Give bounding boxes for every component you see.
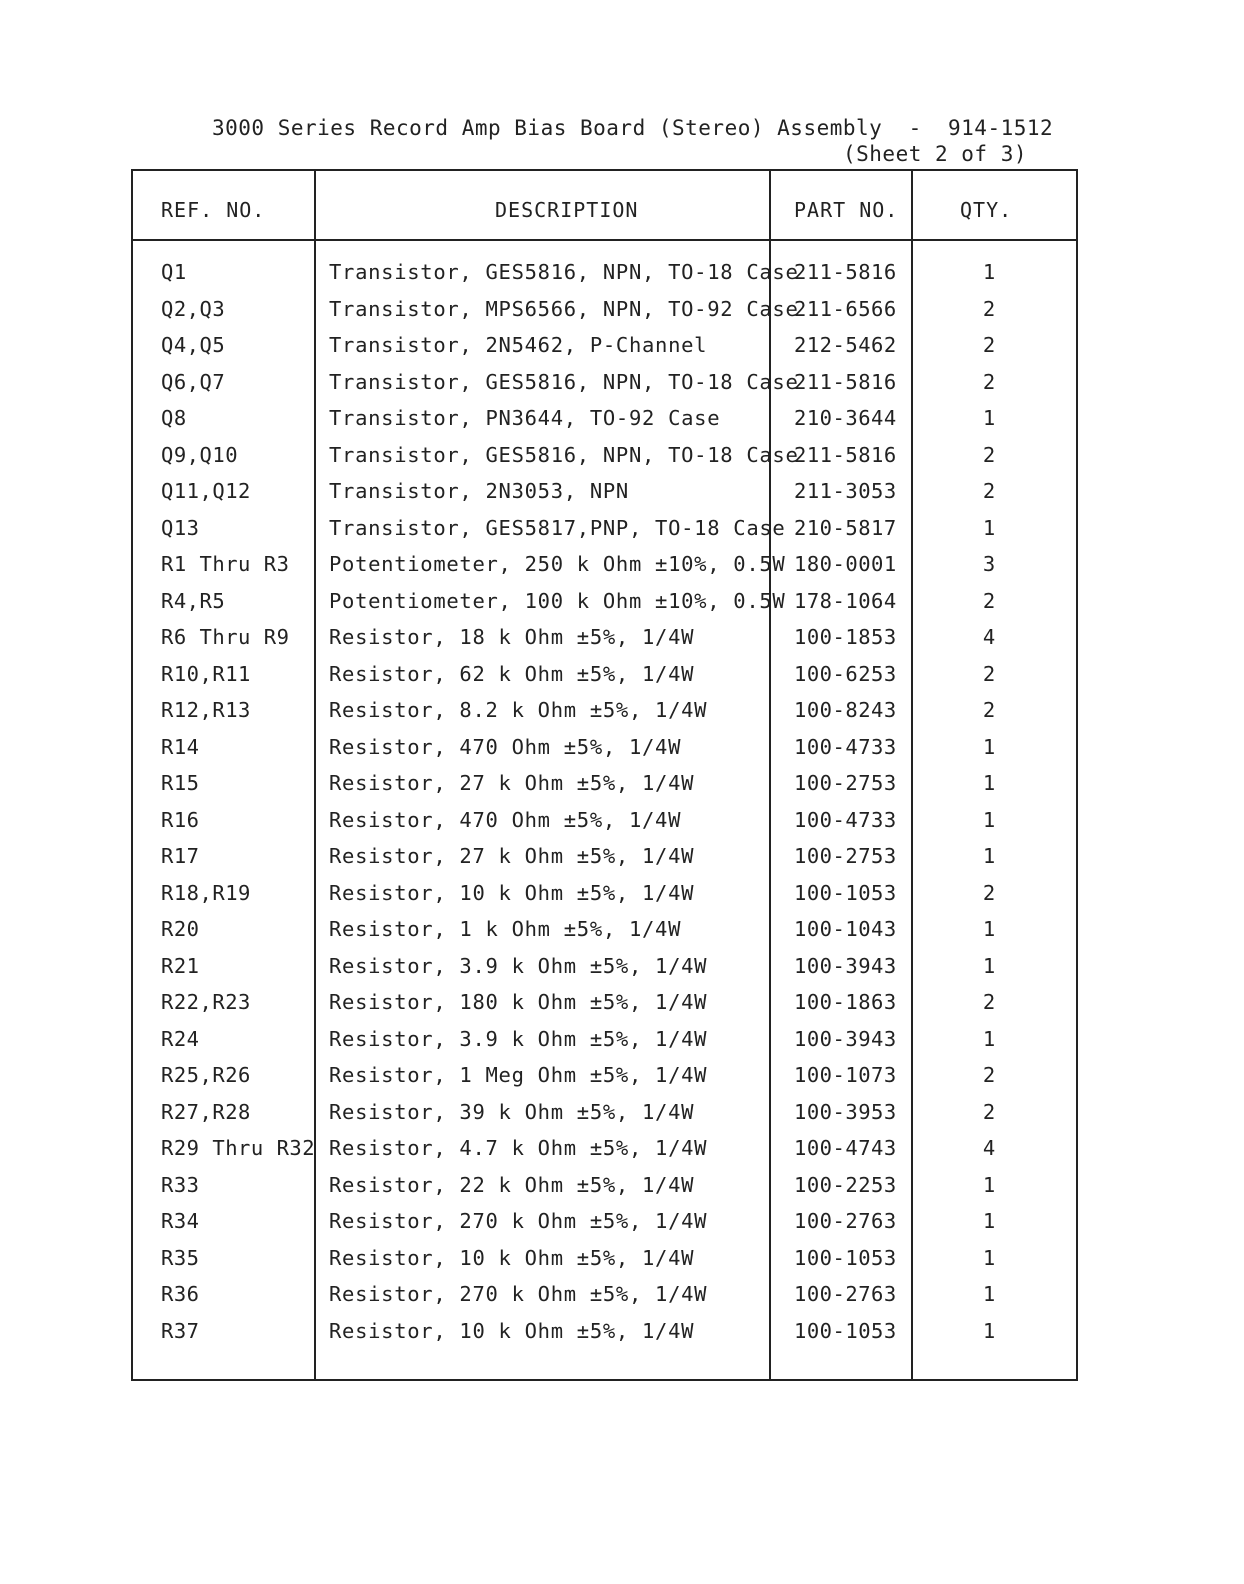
table-row bbox=[133, 915, 1076, 952]
table-row bbox=[133, 550, 1076, 587]
ref-no-cell: R12,R13 bbox=[161, 698, 251, 722]
qty-cell: 1 bbox=[982, 953, 996, 978]
qty-cell: 4 bbox=[982, 1136, 996, 1160]
part-no-cell: 100-1053 bbox=[794, 1245, 897, 1270]
part-no-cell: 100-1853 bbox=[794, 625, 897, 649]
part-no-cell: 210-3644 bbox=[794, 406, 897, 430]
table-row bbox=[133, 404, 1076, 441]
ref-no-cell: R22,R23 bbox=[161, 990, 251, 1014]
header-divider bbox=[133, 239, 1076, 241]
ref-no-cell: R1 Thru R3 bbox=[161, 552, 290, 576]
header-qty: QTY. bbox=[960, 198, 1013, 222]
ref-no-cell: R20 bbox=[161, 917, 200, 941]
ref-no-cell: R34 bbox=[161, 1209, 200, 1233]
description-cell: Transistor, 2N3053, NPN bbox=[329, 479, 629, 503]
description-cell: Potentiometer, 100 k Ohm ±10%, 0.5W bbox=[329, 588, 786, 613]
description-cell: Resistor, 1 k Ohm ±5%, 1/4W bbox=[329, 917, 682, 941]
qty-cell: 1 bbox=[982, 1245, 996, 1270]
header-ref-no: REF. NO. bbox=[161, 198, 266, 222]
table-row bbox=[133, 1134, 1076, 1171]
part-no-cell: 100-1053 bbox=[794, 880, 897, 905]
qty-cell: 1 bbox=[982, 1282, 996, 1306]
table-row bbox=[133, 1061, 1076, 1098]
qty-cell: 2 bbox=[982, 880, 996, 905]
ref-no-cell: R21 bbox=[161, 953, 200, 978]
qty-cell: 1 bbox=[982, 1172, 996, 1197]
table-row bbox=[133, 1098, 1076, 1135]
ref-no-cell: R6 Thru R9 bbox=[161, 625, 290, 649]
description-cell: Resistor, 27 k Ohm ±5%, 1/4W bbox=[329, 771, 695, 795]
document-title: 3000 Series Record Amp Bias Board (Stereo) Assembly - 914-1512 bbox=[212, 116, 1054, 140]
ref-no-cell: Q13 bbox=[161, 515, 200, 540]
qty-cell: 2 bbox=[982, 333, 996, 357]
table-body bbox=[133, 258, 1076, 1353]
part-no-cell: 211-5816 bbox=[794, 442, 897, 467]
ref-no-cell: R29 Thru R32 bbox=[161, 1136, 316, 1160]
description-cell: Resistor, 3.9 k Ohm ±5%, 1/4W bbox=[329, 1026, 708, 1051]
part-no-cell: 100-6253 bbox=[794, 661, 897, 686]
qty-cell: 1 bbox=[982, 1209, 996, 1233]
table-row bbox=[133, 988, 1076, 1025]
table-row bbox=[133, 769, 1076, 806]
description-cell: Resistor, 180 k Ohm ±5%, 1/4W bbox=[329, 990, 708, 1014]
ref-no-cell: Q9,Q10 bbox=[161, 442, 239, 467]
table-row bbox=[133, 477, 1076, 514]
ref-no-cell: Q2,Q3 bbox=[161, 296, 226, 321]
header-part-no: PART NO. bbox=[794, 198, 899, 222]
ref-no-cell: R18,R19 bbox=[161, 880, 251, 905]
qty-cell: 2 bbox=[982, 588, 996, 613]
table-row bbox=[133, 514, 1076, 551]
qty-cell: 1 bbox=[982, 734, 996, 759]
part-no-cell: 100-2763 bbox=[794, 1209, 897, 1233]
ref-no-cell: Q4,Q5 bbox=[161, 333, 226, 357]
qty-cell: 2 bbox=[982, 990, 996, 1014]
part-no-cell: 180-0001 bbox=[794, 552, 897, 576]
description-cell: Resistor, 22 k Ohm ±5%, 1/4W bbox=[329, 1172, 695, 1197]
description-cell: Resistor, 270 k Ohm ±5%, 1/4W bbox=[329, 1209, 708, 1233]
description-cell: Resistor, 1 Meg Ohm ±5%, 1/4W bbox=[329, 1063, 708, 1087]
parts-table bbox=[131, 169, 1078, 1381]
ref-no-cell: Q11,Q12 bbox=[161, 479, 251, 503]
part-no-cell: 100-8243 bbox=[794, 698, 897, 722]
table-row bbox=[133, 623, 1076, 660]
table-row bbox=[133, 842, 1076, 879]
description-cell: Transistor, GES5816, NPN, TO-18 Case bbox=[329, 442, 799, 467]
description-cell: Resistor, 39 k Ohm ±5%, 1/4W bbox=[329, 1099, 695, 1124]
ref-no-cell: R25,R26 bbox=[161, 1063, 251, 1087]
table-row bbox=[133, 733, 1076, 770]
qty-cell: 1 bbox=[982, 771, 996, 795]
part-no-cell: 100-1863 bbox=[794, 990, 897, 1014]
part-no-cell: 100-3943 bbox=[794, 953, 897, 978]
table-row bbox=[133, 258, 1076, 295]
description-cell: Resistor, 27 k Ohm ±5%, 1/4W bbox=[329, 844, 695, 868]
part-no-cell: 100-1043 bbox=[794, 917, 897, 941]
table-row bbox=[133, 952, 1076, 989]
qty-cell: 1 bbox=[982, 1318, 996, 1343]
description-cell: Resistor, 4.7 k Ohm ±5%, 1/4W bbox=[329, 1136, 708, 1160]
table-row bbox=[133, 806, 1076, 843]
qty-cell: 2 bbox=[982, 661, 996, 686]
part-no-cell: 210-5817 bbox=[794, 515, 897, 540]
description-cell: Potentiometer, 250 k Ohm ±10%, 0.5W bbox=[329, 552, 786, 576]
qty-cell: 1 bbox=[982, 1026, 996, 1051]
part-no-cell: 100-1053 bbox=[794, 1318, 897, 1343]
ref-no-cell: R10,R11 bbox=[161, 661, 251, 686]
description-cell: Resistor, 470 Ohm ±5%, 1/4W bbox=[329, 807, 682, 832]
table-row bbox=[133, 331, 1076, 368]
part-no-cell: 100-1073 bbox=[794, 1063, 897, 1087]
ref-no-cell: R14 bbox=[161, 734, 200, 759]
description-cell: Resistor, 8.2 k Ohm ±5%, 1/4W bbox=[329, 698, 708, 722]
qty-cell: 1 bbox=[982, 515, 996, 540]
part-no-cell: 100-3953 bbox=[794, 1099, 897, 1124]
header-description: DESCRIPTION bbox=[495, 198, 639, 222]
ref-no-cell: R33 bbox=[161, 1172, 200, 1197]
qty-cell: 1 bbox=[982, 260, 996, 284]
table-row bbox=[133, 1171, 1076, 1208]
table-row bbox=[133, 441, 1076, 478]
ref-no-cell: Q1 bbox=[161, 260, 187, 284]
part-no-cell: 100-4733 bbox=[794, 734, 897, 759]
qty-cell: 2 bbox=[982, 369, 996, 394]
table-row bbox=[133, 368, 1076, 405]
ref-no-cell: Q8 bbox=[161, 406, 187, 430]
table-row bbox=[133, 660, 1076, 697]
part-no-cell: 100-2753 bbox=[794, 844, 897, 868]
table-row bbox=[133, 1244, 1076, 1281]
ref-no-cell: R15 bbox=[161, 771, 200, 795]
ref-no-cell: R36 bbox=[161, 1282, 200, 1306]
description-cell: Transistor, 2N5462, P-Channel bbox=[329, 333, 708, 357]
table-row bbox=[133, 1207, 1076, 1244]
qty-cell: 1 bbox=[982, 807, 996, 832]
qty-cell: 2 bbox=[982, 479, 996, 503]
table-row bbox=[133, 1280, 1076, 1317]
description-cell: Transistor, MPS6566, NPN, TO-92 Case bbox=[329, 296, 799, 321]
description-cell: Transistor, GES5816, NPN, TO-18 Case bbox=[329, 369, 799, 394]
ref-no-cell: R17 bbox=[161, 844, 200, 868]
qty-cell: 2 bbox=[982, 442, 996, 467]
qty-cell: 1 bbox=[982, 844, 996, 868]
table-row bbox=[133, 696, 1076, 733]
ref-no-cell: R37 bbox=[161, 1318, 200, 1343]
part-no-cell: 178-1064 bbox=[794, 588, 897, 613]
description-cell: Resistor, 270 k Ohm ±5%, 1/4W bbox=[329, 1282, 708, 1306]
qty-cell: 2 bbox=[982, 698, 996, 722]
qty-cell: 2 bbox=[982, 1099, 996, 1124]
description-cell: Resistor, 10 k Ohm ±5%, 1/4W bbox=[329, 1318, 695, 1343]
part-no-cell: 100-3943 bbox=[794, 1026, 897, 1051]
part-no-cell: 211-5816 bbox=[794, 369, 897, 394]
qty-cell: 2 bbox=[982, 296, 996, 321]
description-cell: Transistor, GES5816, NPN, TO-18 Case bbox=[329, 260, 799, 284]
part-no-cell: 211-6566 bbox=[794, 296, 897, 321]
qty-cell: 1 bbox=[982, 406, 996, 430]
part-no-cell: 100-2253 bbox=[794, 1172, 897, 1197]
table-row bbox=[133, 879, 1076, 916]
description-cell: Resistor, 62 k Ohm ±5%, 1/4W bbox=[329, 661, 695, 686]
qty-cell: 2 bbox=[982, 1063, 996, 1087]
ref-no-cell: R35 bbox=[161, 1245, 200, 1270]
part-no-cell: 100-2753 bbox=[794, 771, 897, 795]
description-cell: Transistor, GES5817,PNP, TO-18 Case bbox=[329, 515, 786, 540]
part-no-cell: 211-5816 bbox=[794, 260, 897, 284]
table-row bbox=[133, 587, 1076, 624]
ref-no-cell: R4,R5 bbox=[161, 588, 226, 613]
ref-no-cell: R24 bbox=[161, 1026, 200, 1051]
description-cell: Resistor, 470 Ohm ±5%, 1/4W bbox=[329, 734, 682, 759]
part-no-cell: 100-4733 bbox=[794, 807, 897, 832]
description-cell: Resistor, 10 k Ohm ±5%, 1/4W bbox=[329, 1245, 695, 1270]
part-no-cell: 212-5462 bbox=[794, 333, 897, 357]
qty-cell: 4 bbox=[982, 625, 996, 649]
ref-no-cell: Q6,Q7 bbox=[161, 369, 226, 394]
qty-cell: 3 bbox=[982, 552, 996, 576]
description-cell: Resistor, 18 k Ohm ±5%, 1/4W bbox=[329, 625, 695, 649]
description-cell: Resistor, 3.9 k Ohm ±5%, 1/4W bbox=[329, 953, 708, 978]
sheet-label: (Sheet 2 of 3) bbox=[843, 142, 1028, 166]
part-no-cell: 100-2763 bbox=[794, 1282, 897, 1306]
ref-no-cell: R27,R28 bbox=[161, 1099, 251, 1124]
table-row bbox=[133, 295, 1076, 332]
qty-cell: 1 bbox=[982, 917, 996, 941]
part-no-cell: 100-4743 bbox=[794, 1136, 897, 1160]
table-row bbox=[133, 1317, 1076, 1354]
part-no-cell: 211-3053 bbox=[794, 479, 897, 503]
ref-no-cell: R16 bbox=[161, 807, 200, 832]
description-cell: Transistor, PN3644, TO-92 Case bbox=[329, 406, 721, 430]
description-cell: Resistor, 10 k Ohm ±5%, 1/4W bbox=[329, 880, 695, 905]
table-row bbox=[133, 1025, 1076, 1062]
